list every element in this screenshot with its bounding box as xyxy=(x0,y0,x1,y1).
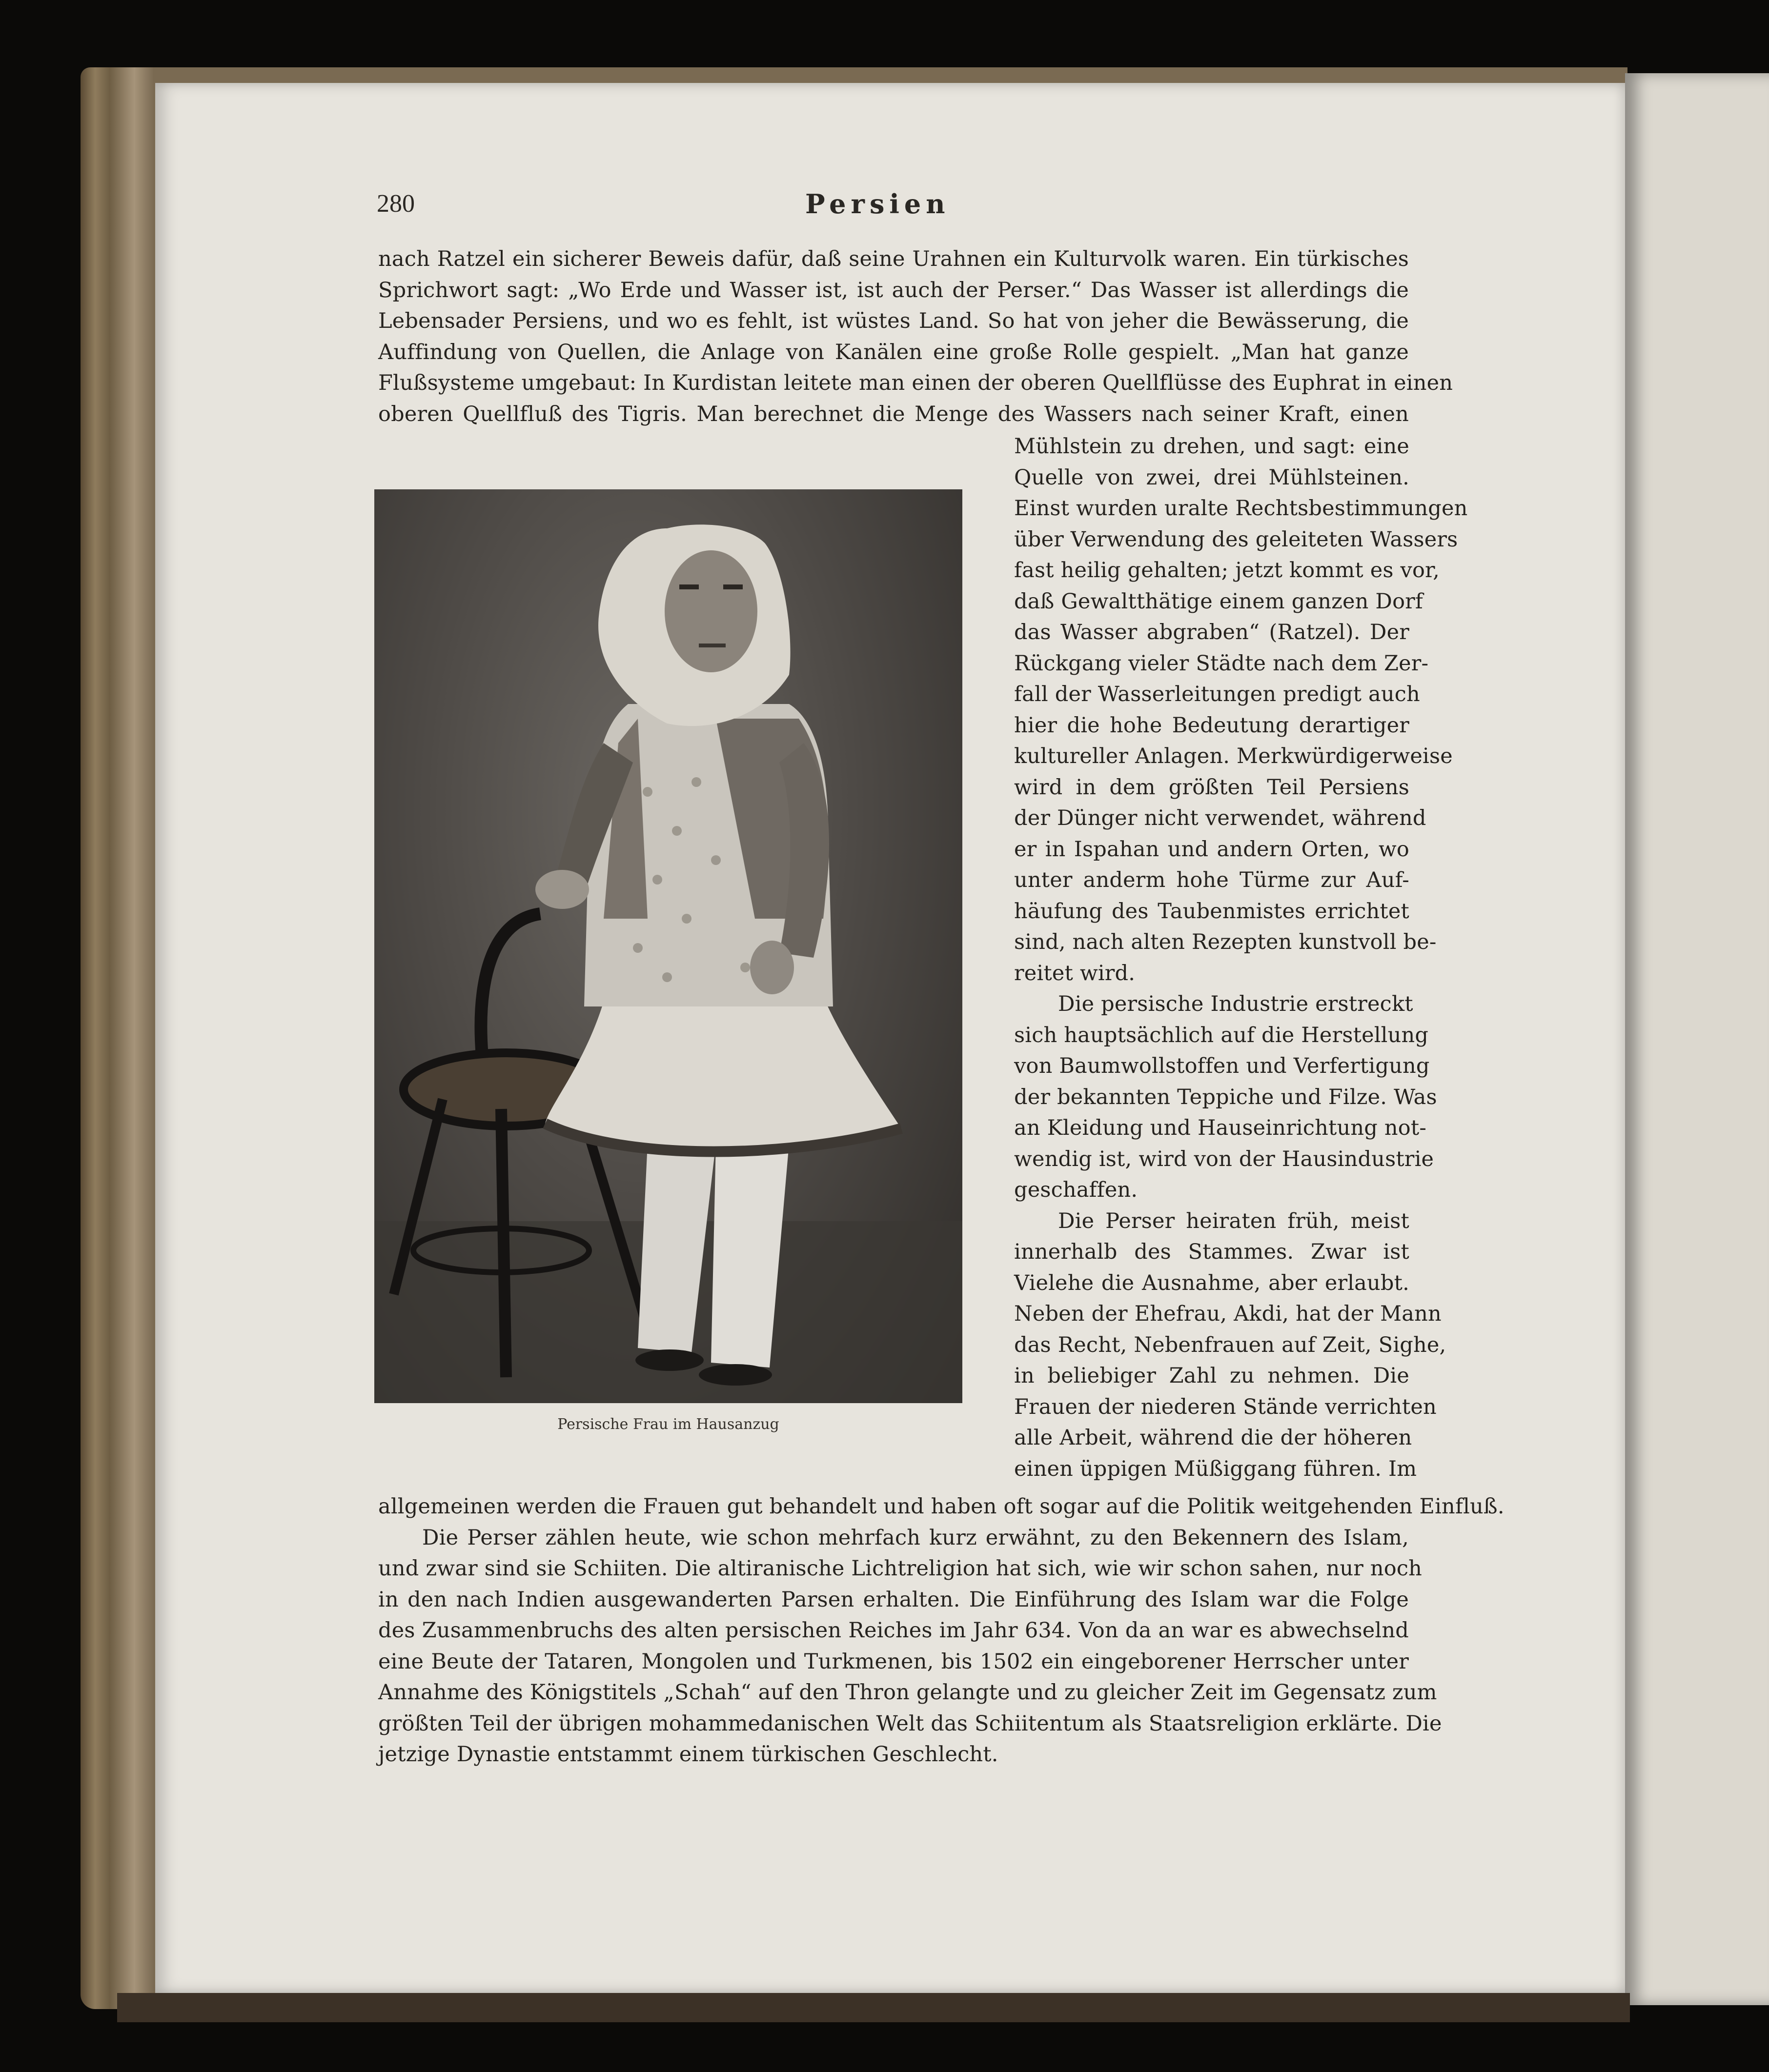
text-line: eine Beute der Tataren, Mongolen und Turkmenen, bis 1502 ein eingeborener Herrscher unter xyxy=(378,1649,1409,1674)
figure-caption: Persische Frau im Hausanzug xyxy=(557,1416,779,1433)
text-line: Flußsysteme umgebaut: In Kurdistan leitete man einen der oberen Quellflüsse des Euphrat in einen xyxy=(378,371,1453,395)
text-line: Rückgang vieler Städte nach dem Zer- xyxy=(1014,651,1429,676)
text-line: allgemeinen werden die Frauen gut behandelt und haben oft sogar auf die Politik weitgehenden Einfluß. xyxy=(378,1494,1505,1519)
text-line: das Recht, Nebenfrauen auf Zeit, Sighe, xyxy=(1014,1332,1446,1357)
paragraph-bottom xyxy=(378,1491,1505,1770)
page-number: 280 xyxy=(377,190,415,218)
page-header xyxy=(0,184,1769,223)
text-line: Die Perser zählen heute, wie schon mehrfach kurz erwähnt, zu den Bekennern des Islam, xyxy=(422,1525,1409,1550)
text-line: unter anderm hohe Türme zur Auf- xyxy=(1014,868,1409,892)
text-line: alle Arbeit, während die der höheren xyxy=(1014,1426,1412,1450)
text-line: kultureller Anlagen. Merkwürdigerweise xyxy=(1014,744,1453,768)
text-line: sich hauptsächlich auf die Herstellung xyxy=(1014,1023,1429,1047)
text-line: Mühlstein zu drehen, und sagt: eine xyxy=(1014,434,1409,459)
paragraph-top xyxy=(378,244,1453,430)
text-line: über Verwendung des geleiteten Wassers xyxy=(1014,527,1458,552)
text-line: größten Teil der übrigen mohammedanischen Welt das Schiitentum als Staatsreligion erklärte. Die xyxy=(378,1711,1442,1736)
running-title: Persien xyxy=(805,188,950,220)
text-line: reitet wird. xyxy=(1014,961,1136,986)
text-line: hier die hohe Bedeutung derartiger xyxy=(1014,713,1409,738)
text-line: von Baumwollstoffen und Verfertigung xyxy=(1014,1054,1430,1078)
text-line: häufung des Taubenmistes errichtet xyxy=(1014,899,1409,924)
text-line: einen üppigen Müßiggang führen. Im xyxy=(1014,1456,1417,1481)
text-line: Auffindung von Quellen, die Anlage von Kanälen eine große Rolle gespielt. „Man hat ganze xyxy=(378,340,1409,364)
text-line: der Dünger nicht verwendet, während xyxy=(1014,806,1426,830)
text-line: Vielehe die Ausnahme, aber erlaubt. xyxy=(1014,1270,1409,1295)
text-line: und zwar sind sie Schiiten. Die altiranische Lichtreligion hat sich, wie wir schon sahen, nur noch xyxy=(378,1556,1423,1581)
text-line: in beliebiger Zahl zu nehmen. Die xyxy=(1014,1364,1409,1388)
text-line: sind, nach alten Rezepten kunstvoll be- xyxy=(1014,930,1437,954)
text-line: der bekannten Teppiche und Filze. Was xyxy=(1014,1085,1437,1109)
text-line: fast heilig gehalten; jetzt kommt es vor, xyxy=(1014,558,1440,583)
photo-illustration xyxy=(374,489,962,1403)
text-line: er in Ispahan und andern Orten, wo xyxy=(1014,837,1409,862)
text-line: Frauen der niederen Stände verrichten xyxy=(1014,1394,1437,1419)
text-line: des Zusammenbruchs des alten persischen Reiches im Jahr 634. Von da an war es abwechselnd xyxy=(378,1618,1409,1643)
text-line: geschaffen. xyxy=(1014,1178,1138,1202)
text-line: das Wasser abgraben“ (Ratzel). Der xyxy=(1014,620,1409,644)
text-line: Neben der Ehefrau, Akdi, hat der Mann xyxy=(1014,1302,1442,1326)
text-line: fall der Wasserleitungen predigt auch xyxy=(1014,682,1420,706)
book-bottom-edge xyxy=(117,1993,1630,2022)
text-line: oberen Quellfluß des Tigris. Man berechnet die Menge des Wassers nach seiner Kraft, einen xyxy=(378,402,1409,426)
text-line: Die persische Industrie erstreckt xyxy=(1058,992,1413,1016)
text-line: wendig ist, wird von der Hausindustrie xyxy=(1014,1147,1434,1171)
facing-page-edge xyxy=(1625,73,1769,2005)
text-line: innerhalb des Stammes. Zwar ist xyxy=(1014,1240,1409,1264)
photograph-persian-woman xyxy=(374,489,962,1403)
text-line: Einst wurden uralte Rechtsbestimmungen xyxy=(1014,496,1468,521)
text-line: an Kleidung und Hauseinrichtung not- xyxy=(1014,1116,1427,1140)
paragraph-side-column xyxy=(1014,431,1468,1485)
text-line: wird in dem größten Teil Persiens xyxy=(1014,775,1409,800)
text-line: Annahme des Königstitels „Schah“ auf den Thron gelangte und zu gleicher Zeit im Gegensatz zum xyxy=(378,1680,1437,1705)
text-line: nach Ratzel ein sicherer Beweis dafür, daß seine Urahnen ein Kulturvolk waren. Ein türkisches xyxy=(378,247,1409,271)
text-line: jetzige Dynastie entstammt einem türkischen Geschlecht. xyxy=(378,1742,998,1767)
text-line: daß Gewaltthätige einem ganzen Dorf xyxy=(1014,589,1423,614)
text-line: Quelle von zwei, drei Mühlsteinen. xyxy=(1014,465,1409,490)
text-line: in den nach Indien ausgewanderten Parsen erhalten. Die Einführung des Islam war die Folge xyxy=(378,1587,1409,1612)
text-line: Sprichwort sagt: „Wo Erde und Wasser ist, ist auch der Perser.“ Das Wasser ist allerdings die xyxy=(378,278,1409,302)
text-line: Die Perser heiraten früh, meist xyxy=(1058,1208,1409,1233)
text-line: Lebensader Persiens, und wo es fehlt, ist wüstes Land. So hat von jeher die Bewässerung, die xyxy=(378,309,1409,333)
